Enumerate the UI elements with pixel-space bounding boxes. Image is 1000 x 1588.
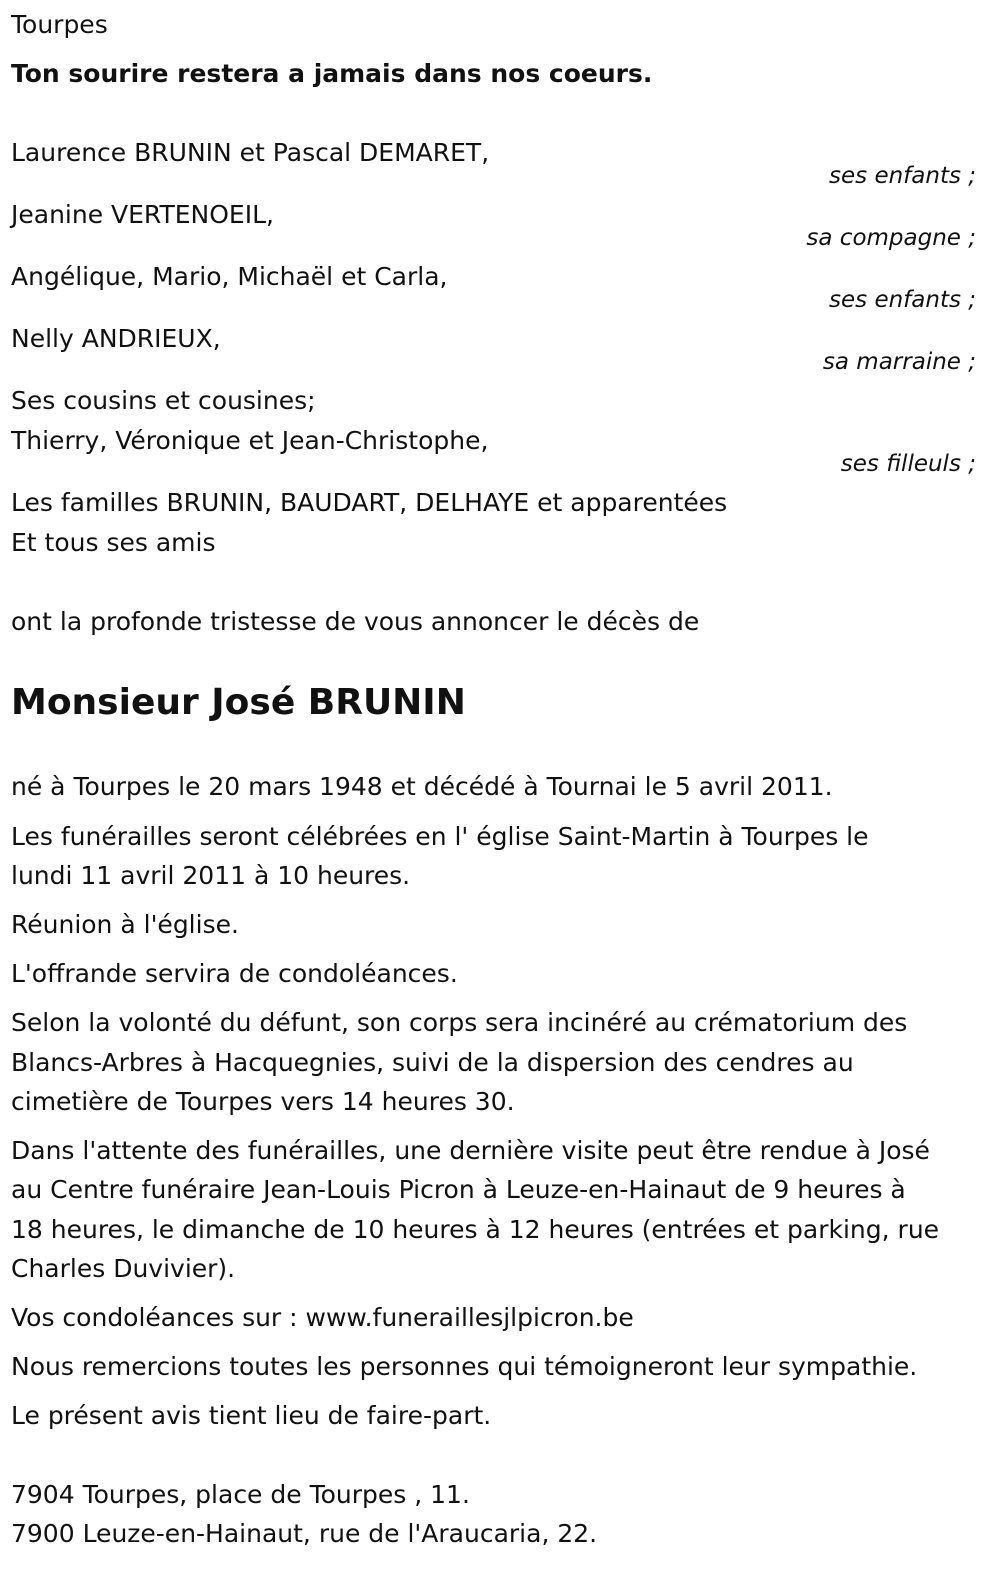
visit-line: Charles Duvivier). [11,1254,236,1283]
family-member-relation: ses enfants ; [829,287,976,313]
visit-line: 18 heures, le dimanche de 10 heures à 12 heures (entrées et parking, rue [11,1215,940,1244]
family-member-name: Les familles BRUNIN, BAUDART, DELHAYE et apparentées [11,488,728,517]
condolences-line: Vos condoléances sur : www.funeraillesjlpicron.be [11,1303,634,1332]
announcement-text: ont la profonde tristesse de vous annoncer le décès de [11,607,700,636]
family-member-relation: sa marraine ; [822,349,976,375]
thanks-line: Nous remercions toutes les personnes qui témoigneront leur sympathie. [11,1352,918,1381]
birth-death-line: né à Tourpes le 20 mars 1948 et décédé à Tournai le 5 avril 2011. [11,772,833,801]
address-line: 7900 Leuze-en-Hainaut, rue de l'Araucaria, 22. [11,1519,598,1548]
family-member-name: Thierry, Véronique et Jean-Christophe, [11,426,489,455]
funeral-line: Les funérailles seront célébrées en l' église Saint-Martin à Tourpes le [11,822,869,851]
family-member-relation: sa compagne ; [806,225,976,251]
family-member-name: Nelly ANDRIEUX, [11,324,221,353]
deceased-name: Monsieur José BRUNIN [11,682,466,723]
family-member-name: Angélique, Mario, Michaël et Carla, [11,262,448,291]
address-line: 7904 Tourpes, place de Tourpes , 11. [11,1480,470,1509]
town-header: Tourpes [11,10,108,39]
family-member-relation: ses filleuls ; [840,451,976,477]
visit-line: Dans l'attente des funérailles, une dernière visite peut être rendue à José [11,1136,930,1165]
funeral-line: lundi 11 avril 2011 à 10 heures. [11,861,411,890]
cremation-line: Selon la volonté du défunt, son corps sera incinéré au crématorium des [11,1008,908,1037]
family-member-name: Et tous ses amis [11,528,216,557]
family-member-name: Ses cousins et cousines; [11,386,316,415]
cremation-line: Blancs-Arbres à Hacquegnies, suivi de la dispersion des cendres au [11,1048,854,1077]
visit-line: au Centre funéraire Jean-Louis Picron à Leuze-en-Hainaut de 9 heures à [11,1175,906,1204]
motto: Ton sourire restera a jamais dans nos coeurs. [11,59,653,88]
family-member-relation: ses enfants ; [829,163,976,189]
meeting-line: Réunion à l'église. [11,910,239,939]
family-member-name: Laurence BRUNIN et Pascal DEMARET, [11,138,490,167]
notice-line: Le présent avis tient lieu de faire-part. [11,1401,492,1430]
offering-line: L'offrande servira de condoléances. [11,959,458,988]
family-member-name: Jeanine VERTENOEIL, [11,200,274,229]
cremation-line: cimetière de Tourpes vers 14 heures 30. [11,1087,515,1116]
